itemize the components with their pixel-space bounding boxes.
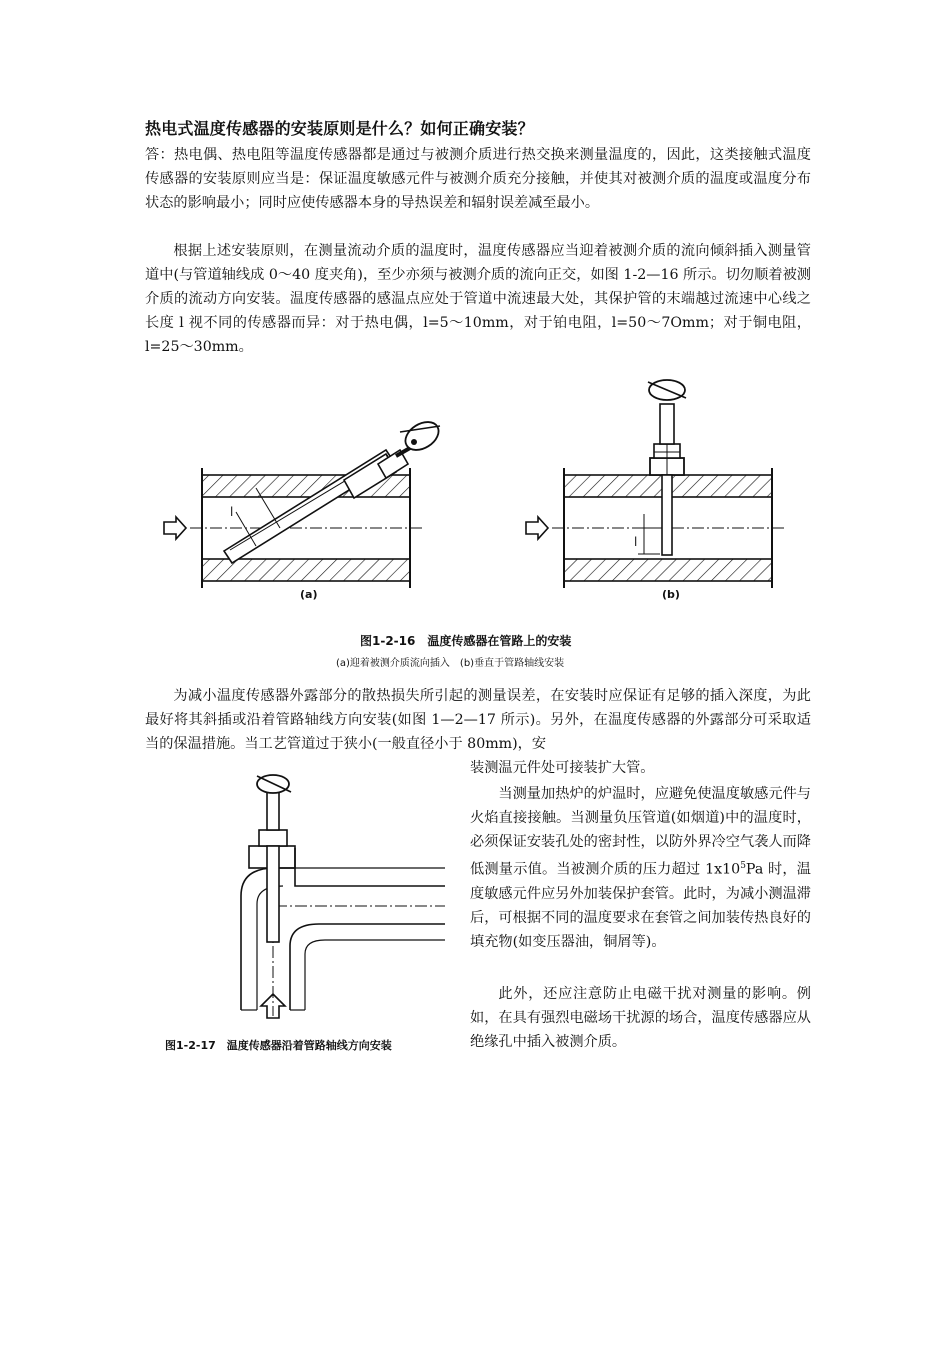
figure-16-caption: 图1-2-16 温度传感器在管路上的安装 <box>360 634 572 648</box>
furnace-paragraph: 当测量加热炉的炉温时，应避免使温度敏感元件与火焰直接接触。当测量负压管道(如烟道)中的温度时，必须保证安装孔处的密封性，以防外界冷空气袭人而降低测量示值。当被测介质的压力超过 $1x10^5Pa$ 时，温度敏感元件应另外加装保护套管。此时，为减小测温滞后，可根据不同的温度要求在套管之间加装传热良好的填充物(如变压器油，铜屑等)。 <box>470 786 811 950</box>
figure-17-caption: 图1-2-17 温度传感器沿着管路轴线方向安装 <box>165 1039 392 1052</box>
flow-arrow-a-icon <box>164 517 186 539</box>
figure-1-2-17 <box>215 770 465 1020</box>
flow-arrow-b-icon <box>526 517 548 539</box>
expansion-pipe-text: 装测温元件处可接装扩大管。 <box>470 760 655 776</box>
figure-a-label: (a) <box>300 588 318 601</box>
svg-text:l: l <box>634 535 638 549</box>
figure-1-2-16 <box>160 368 800 608</box>
pipe-a <box>190 468 422 588</box>
insertion-depth-paragraph: 为减小温度传感器外露部分的散热损失所引起的测量误差，在安装时应保证有足够的插入深度，为此最好将其斜插或沿着管路轴线方向安装(如图 1—2—17 所示)。另外，在温度传感器的外露部分可采取适当的保温措施。当工艺管道过于狭小(一般直径小于 80mm)，安 <box>145 688 811 752</box>
svg-text:l: l <box>230 505 234 519</box>
answer-paragraph: 答：热电偶、热电阻等温度传感器都是通过与被测介质进行热交换来测量温度的，因此，这类接触式温度传感器的安装原则应当是：保证温度敏感元件与被测介质充分接触，并使其对被测介质的温度或温度分布状态的影响最小；同时应使传感器本身的导热误差和辐射误差减至最小。 <box>145 147 811 211</box>
principle-paragraph: 根据上述安装原则，在测量流动介质的温度时，温度传感器应当迎着被测介质的流向倾斜插入测量管道中(与管道轴线成 0～40 度夹角)，至少亦须与被测介质的流向正交，如图 1-2—16 所示。切勿顺着被测介质的流动方向安装。温度传感器的感温点应处于管道中流速最大处，其保护管的末端越过流速中心线之长度 l 视不同的传感器而异：对于热电偶，l=5～10mm，对于铂电阻，l=50～7Omm；对于铜电阻，l=25～30mm。 <box>145 243 811 355</box>
figure-16-subcaption: (a)迎着被测介质流向插入 (b)垂直于管路轴线安装 <box>336 658 565 669</box>
sensor-axial <box>249 775 295 942</box>
interference-paragraph: 此外，还应注意防止电磁干扰对测量的影响。例如，在具有强烈电磁场干扰源的场合，温度传感器应从绝缘孔中插入被测介质。 <box>470 986 811 1050</box>
sensor-vertical <box>648 380 686 555</box>
page-title: 热电式温度传感器的安装原则是什么？如何正确安装？ <box>145 119 534 138</box>
dimension-l-b <box>634 514 660 554</box>
figure-b-label: (b) <box>662 588 680 601</box>
